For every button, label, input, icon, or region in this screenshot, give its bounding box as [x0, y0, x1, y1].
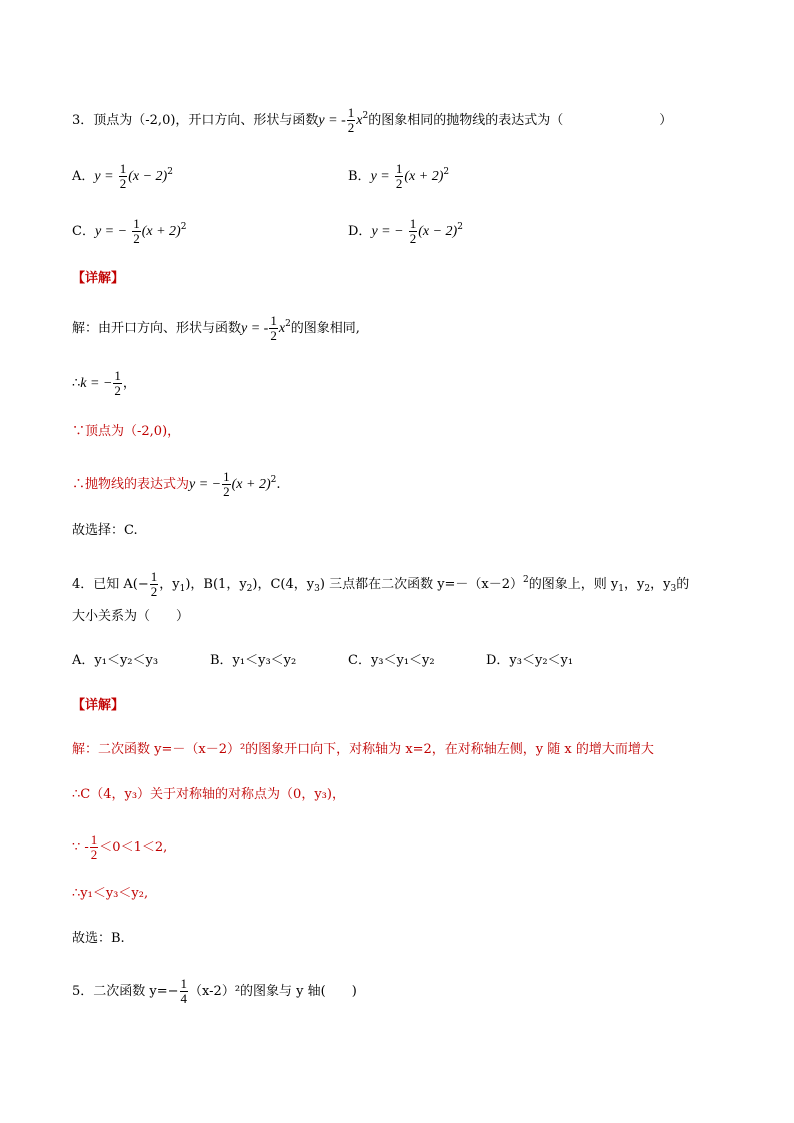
q3-option-c: C．y = − $\frac{1}{2}$ $(x + 2)^2$	[72, 216, 187, 246]
q3-option-d: D．y = − $\frac{1}{2}$ $(x - 2)^2$	[348, 216, 463, 246]
q3-solution-line-2: ∴k = − $\frac{1}{2}$ ，	[72, 368, 136, 398]
q5-stem: 5．二次函数 y=− $\frac{1}{4}$ （x-2）²的图象与 y 轴( )	[72, 976, 357, 1006]
q3-answer: 故选择：C.	[72, 523, 138, 538]
q3-solution-line-4: ∴抛物线的表达式为y = − $\frac{1}{2}$ $(x + 2)^2$.	[72, 469, 281, 499]
q3-solution-line-1: 解：由开口方向、形状与函数y = - $\frac{1}{2}$ $x^2$的图象相同,	[72, 313, 360, 343]
q4-stem-line-2: 大小关系为（ ）	[72, 609, 190, 624]
q3-solution-line-3: ∵顶点为（-2,0)，	[72, 424, 181, 439]
q3-option-b: B．y = $\frac{1}{2}$ $(x + 2)^2$	[348, 161, 450, 191]
q4-option-b: B．y₁＜y₃＜y₂	[210, 653, 297, 668]
q4-option-a: A．y₁＜y₂＜y₃	[72, 653, 159, 668]
fraction: $\frac{1}{2}$	[347, 105, 355, 135]
q4-solution-line-4: ∴y₁＜y₃＜y₂,	[72, 886, 149, 901]
q3-stem: 3．顶点为（-2,0)，开口方向、形状与函数y = - $\frac{1}{2}$ $x^2$的图象相同的抛物线的表达式为（ ）	[72, 105, 673, 135]
q4-option-c: C．y₃＜y₁＜y₂	[348, 653, 435, 668]
q4-solution-line-1: 解：二次函数 y=－（x－2）²的图象开口向下，对称轴为 x=2，在对称轴左侧，y 随 x 的增大而增大	[72, 742, 654, 757]
q4-stem-line-1: 4．已知 A(− $\frac{1}{2}$ ，$y_1$)，B(1，$y_2$)，C(4，$y_3$) 三点都在二次函数 $y=-(x-2)^2$的图象上，则 $y_1$，$y_2$，$y_3$的	[72, 569, 690, 599]
q4-option-d: D．y₃＜y₂＜y₁	[486, 653, 574, 668]
q3-option-a: A．y = $\frac{1}{2}$ $(x - 2)^2$	[72, 161, 173, 191]
q4-solution-line-2: ∴C（4，y₃）关于对称轴的对称点为（0，y₃)，	[72, 787, 345, 802]
q4-detail-heading: 【详解】	[72, 698, 125, 713]
q4-solution-line-3: ∵ - $\frac{1}{2}$ ＜0＜1＜2,	[72, 832, 168, 862]
q3-detail-heading: 【详解】	[72, 271, 125, 286]
q4-answer: 故选：B.	[72, 931, 125, 946]
